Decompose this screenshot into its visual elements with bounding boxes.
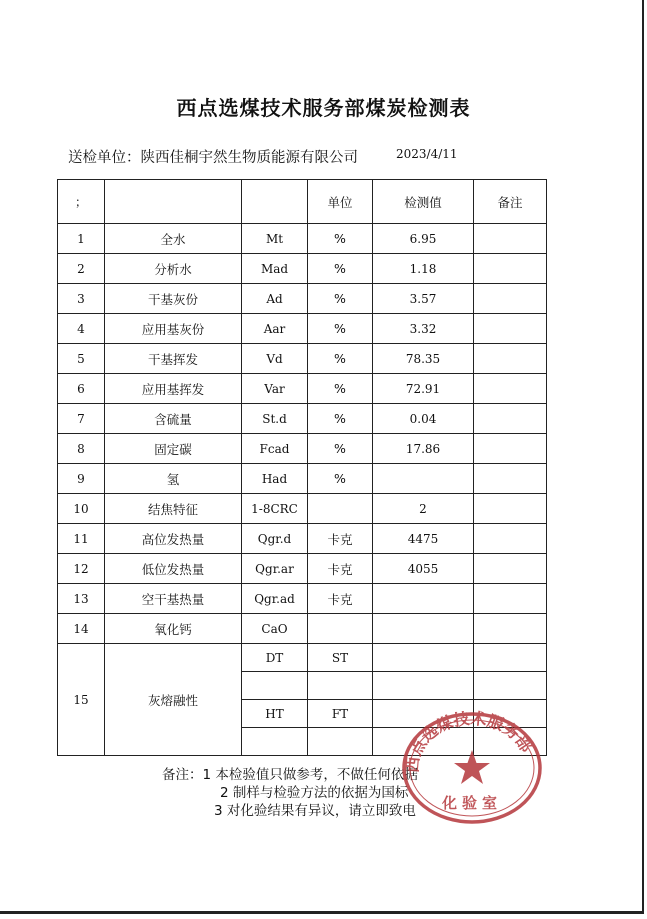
table-row	[58, 284, 547, 314]
table-row	[58, 584, 547, 614]
fusion-temp-left: HT	[242, 700, 308, 728]
row-value	[373, 584, 474, 614]
row-symbol: 1-8CRC	[242, 494, 308, 524]
row-item-name: 全水	[105, 224, 242, 254]
row-value	[373, 614, 474, 644]
row-index: 1	[58, 224, 105, 254]
row-index: 13	[58, 584, 105, 614]
fusion-temp-left: DT	[242, 644, 308, 672]
row-unit: %	[308, 284, 373, 314]
row-remark	[474, 344, 547, 374]
row-index: 7	[58, 404, 105, 434]
coal-test-table	[57, 179, 547, 756]
note-2: 2 制样与检验方法的依据为国标	[220, 785, 409, 801]
row-remark	[474, 284, 547, 314]
row-unit: %	[308, 374, 373, 404]
row-item-name: 应用基灰份	[105, 314, 242, 344]
row-value: 1.18	[373, 254, 474, 284]
row-item-name: 氧化钙	[105, 614, 242, 644]
row-index: 6	[58, 374, 105, 404]
row-symbol: Fcad	[242, 434, 308, 464]
table-body	[58, 180, 547, 756]
row-unit: 卡克	[308, 584, 373, 614]
row-value: 72.91	[373, 374, 474, 404]
row-symbol: St.d	[242, 404, 308, 434]
table-header-row	[58, 180, 547, 224]
row-remark	[474, 584, 547, 614]
row-remark	[474, 224, 547, 254]
header-unit: 单位	[308, 180, 373, 224]
row-value: 4475	[373, 524, 474, 554]
row-item-name: 分析水	[105, 254, 242, 284]
row-item-name: 结焦特征	[105, 494, 242, 524]
row-remark	[474, 374, 547, 404]
official-seal	[398, 708, 546, 828]
row-remark	[474, 404, 547, 434]
row-value: 17.86	[373, 434, 474, 464]
row-unit: 卡克	[308, 554, 373, 584]
table-row	[58, 344, 547, 374]
sender-name: 陕西佳桐宇然生物质能源有限公司	[140, 150, 358, 166]
row-item-name: 含硫量	[105, 404, 242, 434]
row-value: 3.57	[373, 284, 474, 314]
row-unit: %	[308, 344, 373, 374]
row-index: 11	[58, 524, 105, 554]
fusion-name: 灰熔融性	[105, 644, 242, 756]
row-index: 2	[58, 254, 105, 284]
row-index: 9	[58, 464, 105, 494]
row-unit	[308, 494, 373, 524]
row-symbol: CaO	[242, 614, 308, 644]
row-item-name: 应用基挥发	[105, 374, 242, 404]
fusion-temp-right: ST	[308, 644, 373, 672]
fusion-remark	[474, 644, 547, 672]
fusion-value	[373, 644, 474, 672]
row-remark	[474, 254, 547, 284]
table-row	[58, 404, 547, 434]
row-symbol: Qgr.d	[242, 524, 308, 554]
row-symbol: Had	[242, 464, 308, 494]
fusion-temp-left	[242, 728, 308, 756]
row-value: 3.32	[373, 314, 474, 344]
row-unit	[308, 614, 373, 644]
fusion-value	[373, 672, 474, 700]
row-unit: %	[308, 434, 373, 464]
fusion-remark	[474, 672, 547, 700]
seal-bottom-text: 化验室	[441, 794, 503, 812]
row-index: 12	[58, 554, 105, 584]
header-remark: 备注	[474, 180, 547, 224]
fusion-temp-right	[308, 672, 373, 700]
row-index: 8	[58, 434, 105, 464]
header-index: ；	[58, 180, 105, 224]
row-remark	[474, 554, 547, 584]
table-row	[58, 614, 547, 644]
row-symbol: Mt	[242, 224, 308, 254]
row-symbol: Var	[242, 374, 308, 404]
row-item-name: 氢	[105, 464, 242, 494]
row-symbol: Vd	[242, 344, 308, 374]
row-unit: 卡克	[308, 524, 373, 554]
note-1: 备注：1 本检验值只做参考，不做任何依据	[162, 767, 418, 783]
table-row	[58, 314, 547, 344]
fusion-temp-left	[242, 672, 308, 700]
header-value: 检测值	[373, 180, 474, 224]
row-index: 4	[58, 314, 105, 344]
row-item-name: 空干基热量	[105, 584, 242, 614]
row-value: 6.95	[373, 224, 474, 254]
row-remark	[474, 524, 547, 554]
row-value: 2	[373, 494, 474, 524]
table-row	[58, 434, 547, 464]
sender-label: 送检单位：	[68, 150, 141, 166]
row-unit: %	[308, 314, 373, 344]
row-index: 3	[58, 284, 105, 314]
document-title: 西点选煤技术服务部煤炭检测表	[176, 96, 471, 120]
row-item-name: 干基灰份	[105, 284, 242, 314]
row-value: 78.35	[373, 344, 474, 374]
row-item-name: 高位发热量	[105, 524, 242, 554]
row-remark	[474, 614, 547, 644]
row-item-name: 干基挥发	[105, 344, 242, 374]
table-row	[58, 374, 547, 404]
row-item-name: 固定碳	[105, 434, 242, 464]
row-unit: %	[308, 224, 373, 254]
row-remark	[474, 464, 547, 494]
notes-block	[162, 766, 418, 820]
note-3: 3 对化验结果有异议，请立即致电	[214, 803, 416, 819]
header-symbol	[242, 180, 308, 224]
test-date: 2023/4/11	[396, 147, 458, 161]
row-value: 4055	[373, 554, 474, 584]
row-value: 0.04	[373, 404, 474, 434]
fusion-temp-right: FT	[308, 700, 373, 728]
header-name	[105, 180, 242, 224]
seal-arc-text: 西点选煤技术服务部	[402, 708, 537, 774]
table-row	[58, 494, 547, 524]
table-row	[58, 524, 547, 554]
row-index: 14	[58, 614, 105, 644]
row-remark	[474, 314, 547, 344]
table-row	[58, 224, 547, 254]
table-row	[58, 254, 547, 284]
row-symbol: Aar	[242, 314, 308, 344]
row-remark	[474, 434, 547, 464]
row-index: 10	[58, 494, 105, 524]
row-value	[373, 464, 474, 494]
row-unit: %	[308, 464, 373, 494]
seal-star-icon	[454, 750, 490, 784]
row-item-name: 低位发热量	[105, 554, 242, 584]
row-symbol: Ad	[242, 284, 308, 314]
table-row	[58, 554, 547, 584]
fusion-index: 15	[58, 644, 105, 756]
row-index: 5	[58, 344, 105, 374]
sender-line	[68, 146, 358, 167]
row-remark	[474, 494, 547, 524]
row-symbol: Mad	[242, 254, 308, 284]
fusion-row	[58, 644, 547, 672]
row-unit: %	[308, 254, 373, 284]
row-unit: %	[308, 404, 373, 434]
row-symbol: Qgr.ad	[242, 584, 308, 614]
table-row	[58, 464, 547, 494]
fusion-temp-right	[308, 728, 373, 756]
row-symbol: Qgr.ar	[242, 554, 308, 584]
